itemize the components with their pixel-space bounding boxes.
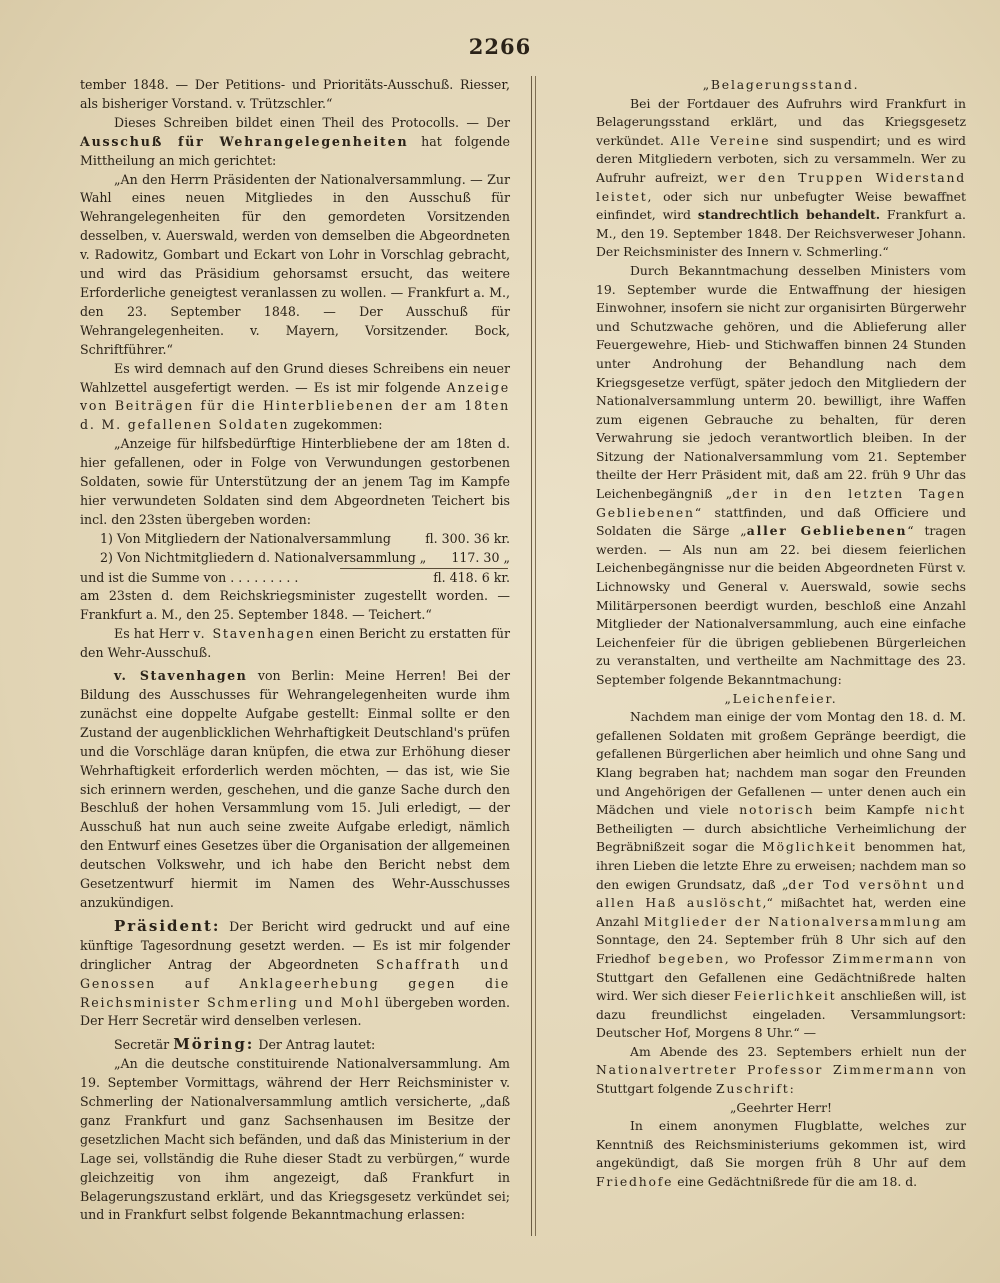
left-column	[80, 76, 510, 1225]
speech: Präsident: Der Bericht wird gedruckt und auf eine künftige Tagesordnung gesetzt werden. — Es ist mir folgender dringlicher Antrag der Abgeordneten Schaffrath und Genossen auf Anklageerhebung gegen die Reichsminister Schmerling und Mohl übergeben worden. Der Herr Secretär wird denselben verlesen.	[80, 916, 511, 1029]
sum-row: und ist die Summe von . . . . . . . . . fl. 418. 6 kr.	[80, 569, 510, 585]
contribution-list	[80, 530, 510, 568]
paragraph: Dieses Schreiben bildet einen Theil des Protocolls. — Der Ausschuß für Wehrangelegenheiten hat folgende Mittheilung an mich gerichtet:	[80, 114, 510, 168]
paragraph: Es wird demnach auf den Grund dieses Schreibens ein neuer Wahlzettel ausgefertigt werden. — Es ist mir folgende Anzeige von Beiträgen für die Hinterbliebenen der am 18ten d. M. gefallenen Soldaten zugekommen:	[80, 360, 510, 433]
section-heading: „Belagerungsstand.	[702, 77, 860, 92]
speaker-name: Möring:	[173, 1035, 255, 1054]
column-divider	[531, 76, 533, 1236]
section-heading: „Geehrter Herr!	[729, 1099, 833, 1115]
section-heading: „Leichenfeier.	[724, 690, 838, 706]
paragraph: Bei der Fortdauer des Aufruhrs wird Frankfurt in Belagerungsstand erklärt, und das Kriegsgesetz verkündet. Alle Vereine sind suspendirt; und es wird deren Mitgliedern verboten, sich zu versammeln. Wer zu Aufruhr aufreizt, wer den Truppen Widerstand leistet, oder sich nur unbefugter Weise bewaffnet einfindet, wird standrechtlich behandelt. Frankfurt a. M., den 19. September 1848. Der Reichsverweser Johann. Der Reichsminister des Innern v. Schmerling.“	[596, 95, 966, 260]
paragraph: Am Abende des 23. Septembers erhielt nun der Nationalvertreter Professor Zimmermann von Stuttgart folgende Zuschrift:	[596, 1043, 966, 1097]
paragraph: am 23sten d. dem Reichskriegsminister zugestellt worden. — Frankfurt a. M., den 25. September 1848. — Teichert.“	[80, 588, 510, 623]
quoted-letter: „An den Herrn Präsidenten der Nationalversammlung. — Zur Wahl eines neuen Mitgliedes in den Ausschuß für Wehrangelegenheiten für den gemordeten Vorsitzenden desselben, v. Auerswald, werden von demselben die Abgeordneten v. Radowitz, Gombart und Eckart von Lohr in Vorschlag gebracht, und wird das Präsidium gehorsamst ersucht, das weitere Erforderliche geneigtest veranlassen zu wollen. — Frankfurt a. M., den 23. September 1848. — Der Ausschuß für Wehrangelegenheiten. v. Mayern, Vorsitzender. Bock, Schriftführer.“	[80, 171, 510, 357]
speech: v. Stavenhagen von Berlin: Meine Herren! Bei der Bildung des Ausschusses für Wehrangelegenheiten wurde ihm zunächst eine doppelte Aufgabe gestellt: Einmal sollte er den Zustand der augenblicklichen Wehrhaftigkeit Deutschland's prüfen und die Vorschläge daran knüpfen, die etwa zur Erhöhung dieser Wehrhaftigkeit erforderlich werden möchten, — das ist, wie Sie sich erinnern werden, geschehen, und die ganze Sache durch den Beschluß der hohen Versammlung vom 15. Juli erledigt, — der Ausschuß hat nun auch seine zweite Aufgabe erledigt, nämlich den Entwurf eines Gesetzes über die Organisation der allgemeinen deutschen Volkswehr, und ich habe den Bericht nebst dem Gesetzentwurf hiermit im Namen des Wehr-Ausschusses anzukündigen.	[80, 668, 510, 910]
list-item: 1) Von Mitgliedern der Nationalversammlung fl. 300. 36 kr.	[100, 530, 510, 546]
quoted-motion: „An die deutsche constituirende Nationalversammlung. Am 19. September Vormittags, während der Herr Reichsminister v. Schmerling der Nationalversammlung amtlich versicherte, „daß ganz Frankfurt und ganz Sachsenhausen im Besitze der gesetzlichen Macht sich befänden, und daß das Ministerium in der Lage sei, vollständig die Ruhe dieser Stadt zu verbürgen,“ wurde gleichzeitig von ihm angezeigt, daß Frankfurt in Belagerungszustand erklärt, und das Kriegsgesetz verkündet sei; und in Frankfurt selbst folgende Bekanntmachung erlassen:	[80, 1056, 510, 1223]
paragraph: Nachdem man einige der vom Montag den 18. d. M. gefallenen Soldaten mit großem Gepränge beerdigt, die gefallenen Bürgerlichen aber heimlich und ohne Sang und Klang begraben hat; nachdem man sogar den Freunden und Angehörigen der Gefallenen — unter denen auch ein Mädchen und viele notorisch beim Kampfe nicht Betheiligten — durch absichtliche Verheimlichung der Begräbnißzeit sogar die Möglichkeit benommen hat, ihren Lieben die letzte Ehre zu erweisen; nachdem man so den ewigen Grundsatz, daß „der Tod versöhnt und allen Haß auslöscht,“ mißachtet hat, werden eine Anzahl Mitglieder der Nationalversammlung am Sonntage, den 24. September früh 8 Uhr sich auf den Friedhof begeben, wo Professor Zimmermann von Stuttgart den Gefallenen eine Gedächtnißrede halten wird. Wer sich dieser Feierlichkeit anschließen will, ist dazu freundlichst eingeladen. Versammlungsort: Deutscher Hof, Morgens 8 Uhr.“ —	[596, 709, 966, 1041]
paragraph: tember 1848. — Der Petitions- und Prioritäts-Ausschuß. Riesser, als bisheriger Vorstand. v. Trützschler.“	[80, 77, 510, 111]
quoted-notice: „Anzeige für hilfsbedürftige Hinterbliebene der am 18ten d. hier gefallenen, oder in Folge von Verwundungen gestorbenen Soldaten, sowie für Unterstützung der an jenem Tag im Kampfe hier verwundeten Soldaten sind dem Abgeordneten Teichert bis incl. den 23sten übergeben worden:	[80, 436, 510, 527]
speaker-name: v. Stavenhagen	[114, 668, 248, 684]
speaker-name: Präsident:	[114, 916, 221, 935]
column-divider-inner	[535, 76, 537, 1236]
list-item: 2) Von Nichtmitgliedern d. Nationalversammlung „ 117. 30 „	[100, 549, 510, 565]
speech: Secretär Möring: Der Antrag lautet:	[114, 1035, 376, 1054]
paragraph: Durch Bekanntmachung desselben Ministers vom 19. September wurde die Entwaffnung der hiesigen Einwohner, insofern sie nicht zur organisirten Bürgerwehr und Schutzwache gehören, und die Ablieferung aller Feuergewehre, Hieb- und Stichwaffen binnen 24 Stunden unter Androhung der Behandlung nach dem Kriegsgesetze verfügt, später jedoch den Mitgliedern der Nationalversammlung unterm 20. bewilligt, ihre Waffen zum eigenen Gebrauche zu behalten, für deren Verwahrung sie jedoch verantwortlich bleiben. In der Sitzung der Nationalversammlung vom 21. September theilte der Herr Präsident mit, daß am 22. früh 9 Uhr das Leichenbegängniß „der in den letzten Tagen Gebliebenen“ stattfinden, und daß Officiere und Soldaten die Särge „aller Gebliebenen“ tragen werden. — Als nun am 22. bei diesem feierlichen Leichenbegängnisse nur die beiden Abgeordneten Fürst v. Lichnowsky und General v. Auerswald, sowie sechs Militärpersonen beerdigt wurden, beschloß eine Anzahl Mitglieder der Nationalversammlung, auch eine einfache Leichenfeier für die übrigen gebliebenen Bürgerleichen zu veranstalten, und vertheilte am Nachmittage des 23. September folgende Bekanntmachung:	[596, 262, 966, 687]
paragraph: Es hat Herr v. Stavenhagen einen Bericht zu erstatten für den Wehr-Ausschuß.	[80, 626, 510, 661]
paragraph: In einem anonymen Flugblatte, welches zur Kenntniß des Reichsministeriums gekommen ist, wird angekündigt, daß Sie morgen früh 8 Uhr auf dem Friedhofe eine Gedächtnißrede für die am 18. d.	[596, 1118, 966, 1190]
page-number: 2266	[468, 34, 532, 59]
right-column	[596, 76, 966, 1192]
